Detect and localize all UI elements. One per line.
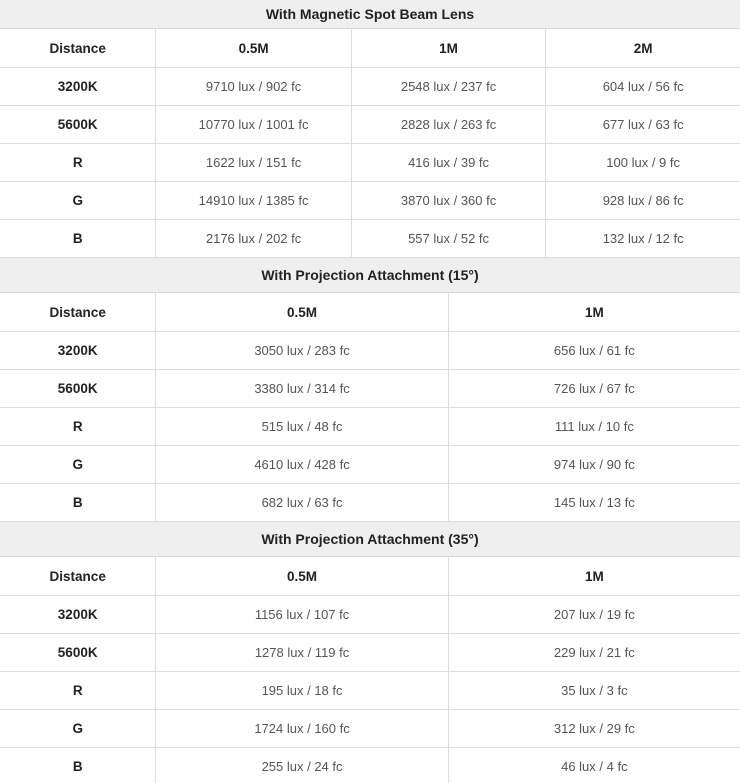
table-row-5600k — [0, 634, 740, 672]
table-row-g — [0, 710, 740, 748]
column-header-0-5m: 0.5M — [155, 293, 447, 331]
table-header-row — [0, 293, 740, 332]
data-cell: 100 lux / 9 fc — [545, 144, 740, 181]
row-label: B — [72, 759, 83, 774]
column-header-1m: 1M — [448, 557, 740, 595]
table-row-b — [0, 748, 740, 783]
data-cell: 2176 lux / 202 fc — [155, 220, 350, 257]
data-cell: 9710 lux / 902 fc — [155, 68, 350, 105]
data-cell: 3380 lux / 314 fc — [155, 370, 447, 407]
data-cell: 10770 lux / 1001 fc — [155, 106, 350, 143]
data-cell: 416 lux / 39 fc — [351, 144, 546, 181]
row-label: 3200K — [57, 79, 98, 94]
data-cell: 1622 lux / 151 fc — [155, 144, 350, 181]
data-cell: 46 lux / 4 fc — [448, 748, 740, 783]
row-label: 5600K — [57, 381, 98, 396]
row-label: 5600K — [57, 645, 98, 660]
row-label: R — [72, 155, 83, 170]
row-label: 3200K — [57, 607, 98, 622]
data-cell: 557 lux / 52 fc — [351, 220, 546, 257]
table-row-5600k — [0, 370, 740, 408]
column-header-0-5m: 0.5M — [155, 29, 350, 67]
row-label: 3200K — [57, 343, 98, 358]
data-cell: 145 lux / 13 fc — [448, 484, 740, 521]
data-cell: 3870 lux / 360 fc — [351, 182, 546, 219]
section-title: With Magnetic Spot Beam Lens — [0, 0, 740, 29]
table-projection-attachment-35 — [0, 522, 740, 783]
table-row-3200k — [0, 68, 740, 106]
table-row-5600k — [0, 106, 740, 144]
data-cell: 928 lux / 86 fc — [545, 182, 740, 219]
row-label: G — [72, 193, 83, 208]
table-row-g — [0, 446, 740, 484]
row-label: R — [72, 683, 83, 698]
table-row-3200k — [0, 596, 740, 634]
column-header-0-5m: 0.5M — [155, 557, 447, 595]
data-cell: 111 lux / 10 fc — [448, 408, 740, 445]
table-row-r — [0, 408, 740, 446]
data-cell: 195 lux / 18 fc — [155, 672, 447, 709]
data-cell: 1156 lux / 107 fc — [155, 596, 447, 633]
data-cell: 312 lux / 29 fc — [448, 710, 740, 747]
data-cell: 682 lux / 63 fc — [155, 484, 447, 521]
column-header-2m: 2M — [545, 29, 740, 67]
table-row-r — [0, 672, 740, 710]
column-header-distance: Distance — [49, 304, 106, 320]
data-cell: 2548 lux / 237 fc — [351, 68, 546, 105]
table-row-b — [0, 484, 740, 522]
table-header-row — [0, 557, 740, 596]
row-label: G — [72, 721, 83, 736]
data-cell: 3050 lux / 283 fc — [155, 332, 447, 369]
table-header-row — [0, 29, 740, 68]
data-cell: 255 lux / 24 fc — [155, 748, 447, 783]
data-cell: 35 lux / 3 fc — [448, 672, 740, 709]
row-label: G — [72, 457, 83, 472]
section-title: With Projection Attachment (35°) — [0, 522, 740, 557]
table-row-b — [0, 220, 740, 258]
row-label: B — [72, 495, 83, 510]
data-cell: 677 lux / 63 fc — [545, 106, 740, 143]
data-cell: 726 lux / 67 fc — [448, 370, 740, 407]
section-title: With Projection Attachment (15°) — [0, 258, 740, 293]
data-cell: 974 lux / 90 fc — [448, 446, 740, 483]
column-header-1m: 1M — [448, 293, 740, 331]
column-header-distance: Distance — [49, 568, 106, 584]
table-row-g — [0, 182, 740, 220]
data-cell: 1724 lux / 160 fc — [155, 710, 447, 747]
data-cell: 2828 lux / 263 fc — [351, 106, 546, 143]
data-cell: 207 lux / 19 fc — [448, 596, 740, 633]
data-cell: 515 lux / 48 fc — [155, 408, 447, 445]
table-row-3200k — [0, 332, 740, 370]
table-magnetic-spot-beam-lens — [0, 0, 740, 258]
row-label: B — [72, 231, 83, 246]
data-cell: 604 lux / 56 fc — [545, 68, 740, 105]
data-cell: 14910 lux / 1385 fc — [155, 182, 350, 219]
column-header-distance: Distance — [49, 40, 106, 56]
data-cell: 1278 lux / 119 fc — [155, 634, 447, 671]
data-cell: 656 lux / 61 fc — [448, 332, 740, 369]
column-header-1m: 1M — [351, 29, 546, 67]
row-label: 5600K — [57, 117, 98, 132]
table-row-r — [0, 144, 740, 182]
data-cell: 132 lux / 12 fc — [545, 220, 740, 257]
data-cell: 229 lux / 21 fc — [448, 634, 740, 671]
row-label: R — [72, 419, 83, 434]
table-projection-attachment-15 — [0, 258, 740, 522]
data-cell: 4610 lux / 428 fc — [155, 446, 447, 483]
